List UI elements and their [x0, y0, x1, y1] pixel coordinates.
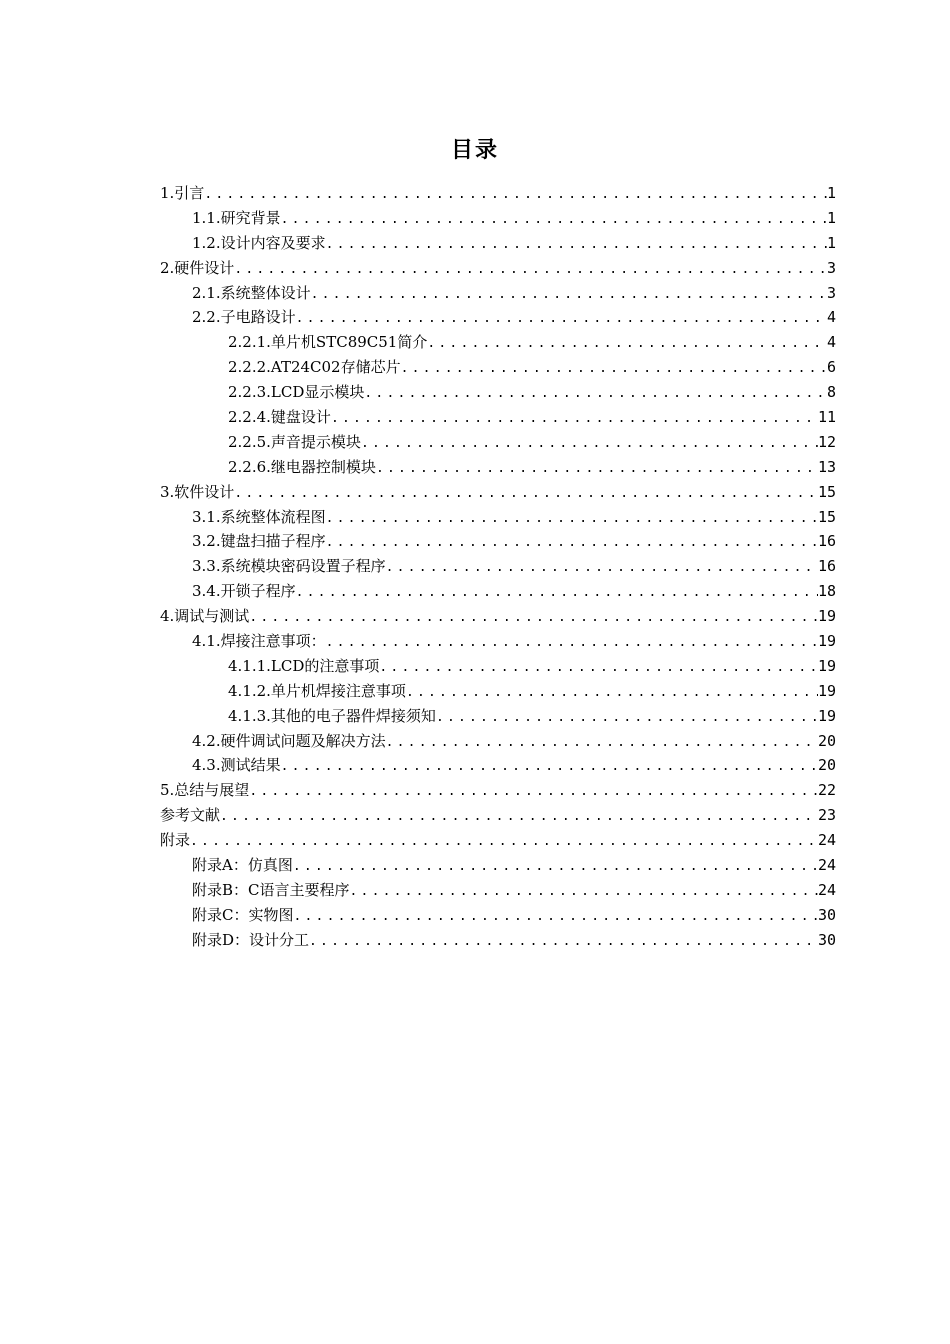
toc-entry-label: 2.2.3.LCD显示模块: [228, 383, 365, 402]
toc-entry-label: 1.2.设计内容及要求: [192, 233, 326, 252]
toc-entry[interactable]: [160, 206, 836, 231]
toc-entry[interactable]: [160, 380, 836, 405]
toc-entry-label: 2.1.系统整体设计: [192, 283, 311, 302]
page-title: 目录: [450, 138, 499, 163]
toc-leader-dots: [386, 731, 818, 756]
toc-entry-label: 参考文献: [160, 806, 221, 825]
toc-leader-dots: [204, 183, 827, 208]
toc-leader-dots: [220, 805, 818, 830]
toc-leader-dots: [281, 208, 827, 233]
toc-entry-page-number: 16: [817, 532, 836, 551]
toc-entry-label: 4.2.硬件调试问题及解决方法: [192, 731, 386, 750]
toc-entry[interactable]: [160, 430, 836, 455]
toc-entry-label: 2.硬件设计: [160, 258, 235, 277]
toc-entry[interactable]: [160, 231, 836, 256]
toc-entry-page-number: 19: [817, 681, 836, 700]
toc-entry-page-number: 30: [817, 905, 836, 924]
toc-entry[interactable]: [160, 654, 836, 679]
toc-entry-label: 4.1.1.LCD的注意事项: [228, 656, 380, 675]
toc-entry-page-number: 24: [817, 831, 836, 850]
toc-entry-label: 5.总结与展望: [160, 781, 250, 800]
toc-leader-dots: [326, 233, 827, 258]
toc-entry-page-number: 11: [817, 408, 836, 427]
toc-entry[interactable]: [160, 828, 836, 853]
toc-entry-page-number: 20: [817, 756, 836, 775]
toc-entry-page-number: 3: [826, 258, 836, 277]
toc-entry-label: 附录A：仿真图: [192, 856, 293, 875]
toc-entry[interactable]: [160, 778, 836, 803]
toc-leader-dots: [401, 357, 827, 382]
toc-entry-label: 2.2.4.键盘设计: [228, 408, 331, 427]
toc-entry-label: 2.2.2.AT24C02存储芯片: [228, 358, 401, 377]
toc-entry[interactable]: [160, 878, 836, 903]
toc-entry-page-number: 15: [817, 482, 836, 501]
toc-entry[interactable]: [160, 853, 836, 878]
toc-leader-dots: [281, 755, 818, 780]
toc-entry-label: 4.调试与测试: [160, 607, 250, 626]
toc-leader-dots: [326, 507, 818, 532]
toc-entry-page-number: 22: [817, 781, 836, 800]
toc-entry[interactable]: [160, 480, 836, 505]
toc-leader-dots: [234, 482, 818, 507]
toc-entry-label: 1.引言: [160, 184, 205, 202]
toc-entry-page-number: 1: [826, 208, 836, 227]
toc-entry-label: 3.3.系统模块密码设置子程序: [192, 557, 386, 576]
toc-entry[interactable]: [160, 330, 836, 355]
toc-entry-page-number: 16: [817, 557, 836, 576]
table-of-contents: [160, 181, 836, 953]
toc-entry-page-number: 13: [817, 457, 836, 476]
toc-entry[interactable]: [160, 405, 836, 430]
toc-leader-dots: [436, 706, 818, 731]
toc-entry[interactable]: [160, 554, 836, 579]
toc-entry[interactable]: [160, 305, 836, 330]
toc-entry-label: 2.2.5.声音提示模块: [228, 432, 361, 451]
toc-leader-dots: [296, 581, 818, 606]
toc-entry-label: 附录D：设计分工: [192, 930, 310, 949]
toc-entry-label: 1.1.研究背景: [192, 208, 281, 227]
toc-entry-page-number: 1: [826, 233, 836, 252]
toc-entry[interactable]: [160, 505, 836, 530]
toc-leader-dots: [386, 556, 818, 581]
toc-entry-page-number: 3: [826, 283, 836, 302]
toc-entry-page-number: 1: [826, 184, 836, 202]
toc-leader-dots: [406, 681, 818, 706]
toc-entry-label: 4.1.2.单片机焊接注意事项: [228, 681, 406, 700]
toc-leader-dots: [249, 606, 818, 631]
toc-entry-page-number: 19: [817, 656, 836, 675]
toc-entry-label: 3.软件设计: [160, 482, 235, 501]
toc-entry-page-number: 23: [817, 806, 836, 825]
toc-entry-page-number: 24: [817, 856, 836, 875]
toc-leader-dots: [379, 656, 818, 681]
toc-entry-page-number: 4: [826, 308, 836, 327]
toc-entry-label: 2.2.1.单片机STC89C51简介: [228, 333, 428, 352]
toc-entry-label: 附录: [160, 831, 191, 850]
toc-leader-dots: [364, 382, 827, 407]
toc-leader-dots: [361, 432, 818, 457]
toc-leader-dots: [234, 258, 827, 283]
toc-entry-page-number: 12: [817, 432, 836, 451]
toc-entry[interactable]: [160, 629, 836, 654]
toc-entry-page-number: 19: [817, 706, 836, 725]
toc-entry-page-number: 20: [817, 731, 836, 750]
toc-entry-page-number: 19: [817, 607, 836, 626]
toc-entry[interactable]: [160, 281, 836, 306]
toc-entry-page-number: 4: [826, 333, 836, 352]
toc-entry-page-number: 19: [817, 632, 836, 651]
toc-entry-label: 4.3.测试结果: [192, 756, 281, 775]
toc-leader-dots: [326, 631, 818, 656]
toc-entry[interactable]: [160, 529, 836, 554]
toc-entry-label: 3.2.键盘扫描子程序: [192, 532, 326, 551]
toc-leader-dots: [293, 905, 817, 930]
toc-entry-page-number: 15: [817, 507, 836, 526]
toc-entry-label: 3.4.开锁子程序: [192, 582, 296, 601]
toc-leader-dots: [331, 407, 818, 432]
toc-entry[interactable]: [160, 579, 836, 604]
toc-leader-dots: [296, 307, 827, 332]
toc-entry-page-number: 24: [817, 880, 836, 899]
toc-leader-dots: [249, 780, 818, 805]
toc-entry-page-number: 30: [817, 930, 836, 949]
toc-entry-page-number: 8: [826, 383, 836, 402]
toc-leader-dots: [309, 930, 818, 955]
toc-entry-label: 附录C：实物图: [192, 905, 294, 924]
toc-entry-label: 3.1.系统整体流程图: [192, 507, 326, 526]
toc-entry-label: 4.1.焊接注意事项：: [192, 632, 326, 651]
toc-entry[interactable]: [160, 928, 836, 953]
toc-entry-label: 2.2.子电路设计: [192, 308, 296, 327]
toc-entry[interactable]: [160, 679, 836, 704]
toc-entry[interactable]: [160, 729, 836, 754]
toc-leader-dots: [427, 332, 827, 357]
toc-entry[interactable]: [160, 604, 836, 629]
toc-leader-dots: [326, 531, 818, 556]
toc-entry[interactable]: [160, 753, 836, 778]
toc-entry[interactable]: [160, 903, 836, 928]
toc-leader-dots: [376, 457, 818, 482]
toc-entry-label: 附录B：C语言主要程序: [192, 880, 350, 899]
toc-leader-dots: [190, 830, 818, 855]
toc-entry[interactable]: [160, 181, 836, 206]
toc-entry[interactable]: [160, 704, 836, 729]
toc-leader-dots: [311, 283, 827, 308]
toc-leader-dots: [293, 855, 818, 880]
toc-entry[interactable]: [160, 256, 836, 281]
toc-leader-dots: [350, 880, 818, 905]
toc-entry-label: 4.1.3.其他的电子器件焊接须知: [228, 706, 436, 725]
toc-entry[interactable]: [160, 355, 836, 380]
toc-entry[interactable]: [160, 803, 836, 828]
toc-entry-page-number: 6: [826, 358, 836, 377]
toc-entry[interactable]: [160, 455, 836, 480]
toc-entry-label: 2.2.6.继电器控制模块: [228, 457, 376, 476]
toc-entry-page-number: 18: [817, 582, 836, 601]
